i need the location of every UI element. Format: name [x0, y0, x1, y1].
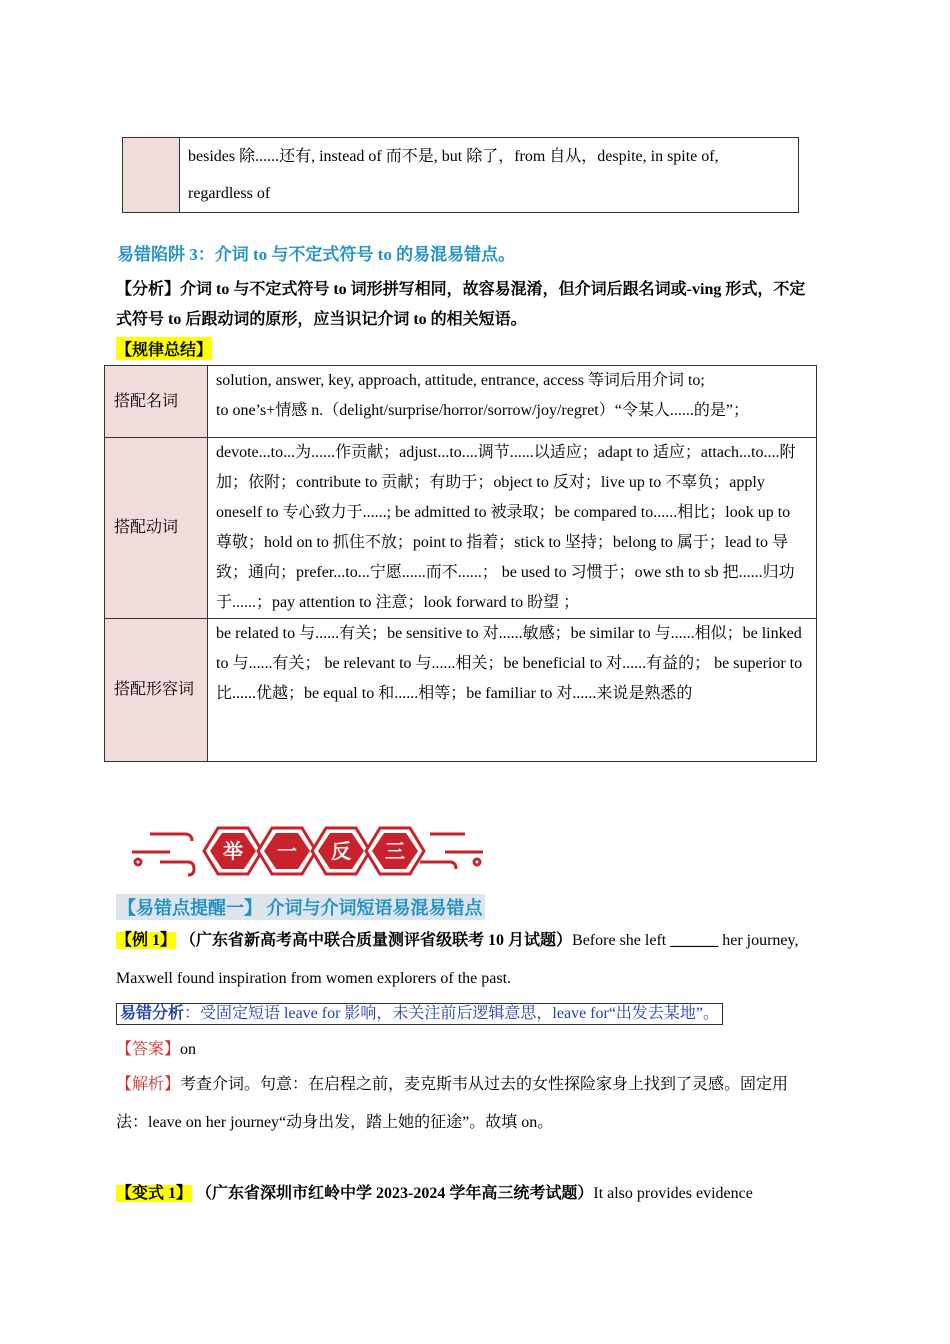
variant-1-question	[116, 1175, 806, 1213]
trap-3-title: 易错陷阱 3：介词 to 与不定式符号 to 的易混易错点。	[117, 245, 516, 264]
variant-1-text: It also provides evidence	[593, 1185, 753, 1202]
row-label: 搭配形容词	[105, 619, 208, 762]
explanation-paragraph	[116, 1066, 806, 1142]
banner-char: 反	[331, 839, 351, 863]
explain-text: 考查介词。句意：在启程之前，麦克斯韦从过去的女性探险家身上找到了灵感。固定用法：leave on her journey“动身出发，踏上她的征途”。故填 on。	[116, 1076, 789, 1131]
banner-char: 一	[277, 839, 297, 863]
error-analysis-box	[116, 1003, 723, 1025]
rule-summary-label: 【规律总结】	[116, 337, 212, 360]
error-analysis-text: ：受固定短语 leave for 影响，未关注前后逻辑意思，leave for“出发去某地”。	[184, 1005, 720, 1022]
answer-value: on	[180, 1041, 197, 1058]
table-label-cell	[123, 138, 180, 213]
example-1-text-before: Before she left	[572, 932, 671, 949]
error-analysis-label: 易错分析	[120, 1005, 185, 1022]
explain-label: 【解析】	[116, 1076, 181, 1093]
cloud-decoration-right	[420, 834, 483, 869]
hexagon-yi	[258, 828, 316, 874]
answer-line	[116, 1031, 806, 1069]
example-1-question	[116, 922, 806, 998]
hexagon-san	[366, 828, 424, 874]
content-line-2: regardless of	[188, 185, 271, 202]
table-row	[105, 619, 817, 762]
hexagon-fan	[312, 828, 370, 874]
table-row	[105, 438, 817, 619]
ju-yi-fan-san-banner	[130, 822, 485, 882]
answer-label: 【答案】	[116, 1041, 181, 1058]
row-content: devote...to...为......作贡献；adjust...to....调节......以适应；adapt to 适应；attach...to....附加；依附；contribute to 贡献；有助于；object to 反对；live up to 不辜负；apply oneself to 专心致力于......; be admitted to 被录取；be compared to......相比；look up to 尊敬；hold on to 抓住不放；point to 指着；stick to 坚持；belong to 属于；lead to 导致；通向；prefer...to...宁愿......而不......； be used to 习惯于；owe sth to sb 把......归功于......；pay attention to 注意；look forward to 盼望 ；	[208, 438, 817, 619]
row-label: 搭配动词	[105, 438, 208, 619]
row-content: be related to 与......有关；be sensitive to 对......敏感；be similar to 与......相似；be linked to 与......有关； be relevant to 与......相关；be beneficial to 对......有益的； be superior to 比......优越；be equal to 和......相等；be familiar to 对......来说是熟悉的	[208, 619, 817, 762]
table-row	[105, 366, 817, 438]
answer-blank: ______	[670, 932, 719, 949]
variant-1-source: （广东省深圳市红岭中学 2023-2024 学年高三统考试题）	[196, 1185, 594, 1202]
analysis-tag: 【分析】	[116, 281, 181, 298]
row-label: 搭配名词	[105, 366, 208, 438]
analysis-paragraph	[116, 275, 806, 335]
example-1-text-after: her journey, Maxwell found inspiration from women explorers of the past.	[116, 932, 799, 987]
content-line-1: besides 除......还有, instead of 而不是, but 除了，from 自从，despite, in spite of,	[188, 148, 719, 165]
preposition-table-fragment	[122, 137, 799, 213]
table-content-cell	[180, 138, 799, 213]
example-1-tag: 【例 1】	[116, 932, 177, 949]
row-content: solution, answer, key, approach, attitude, entrance, access 等词后用介词 to; to one’s+情感 n.（delight/surprise/horror/sorrow/joy/regret）“令某人......的是”；	[208, 366, 817, 438]
hexagon-ju	[204, 828, 262, 874]
reminder-1-title: 【易错点提醒一】 介词与介词短语易混易错点	[116, 894, 485, 920]
variant-1-tag: 【变式 1】	[116, 1185, 193, 1202]
example-1-source: （广东省新高考高中联合质量测评省级联考 10 月试题）	[180, 932, 573, 949]
banner-char: 举	[223, 839, 243, 863]
cloud-decoration-left	[132, 834, 194, 875]
banner-char: 三	[385, 839, 405, 863]
analysis-text: 介词 to 与不定式符号 to 词形拼写相同，故容易混淆，但介词后跟名词或-ving 形式，不定式符号 to 后跟动词的原形，应当识记介词 to 的相关短语。	[116, 281, 806, 328]
rule-summary-table	[104, 365, 817, 762]
